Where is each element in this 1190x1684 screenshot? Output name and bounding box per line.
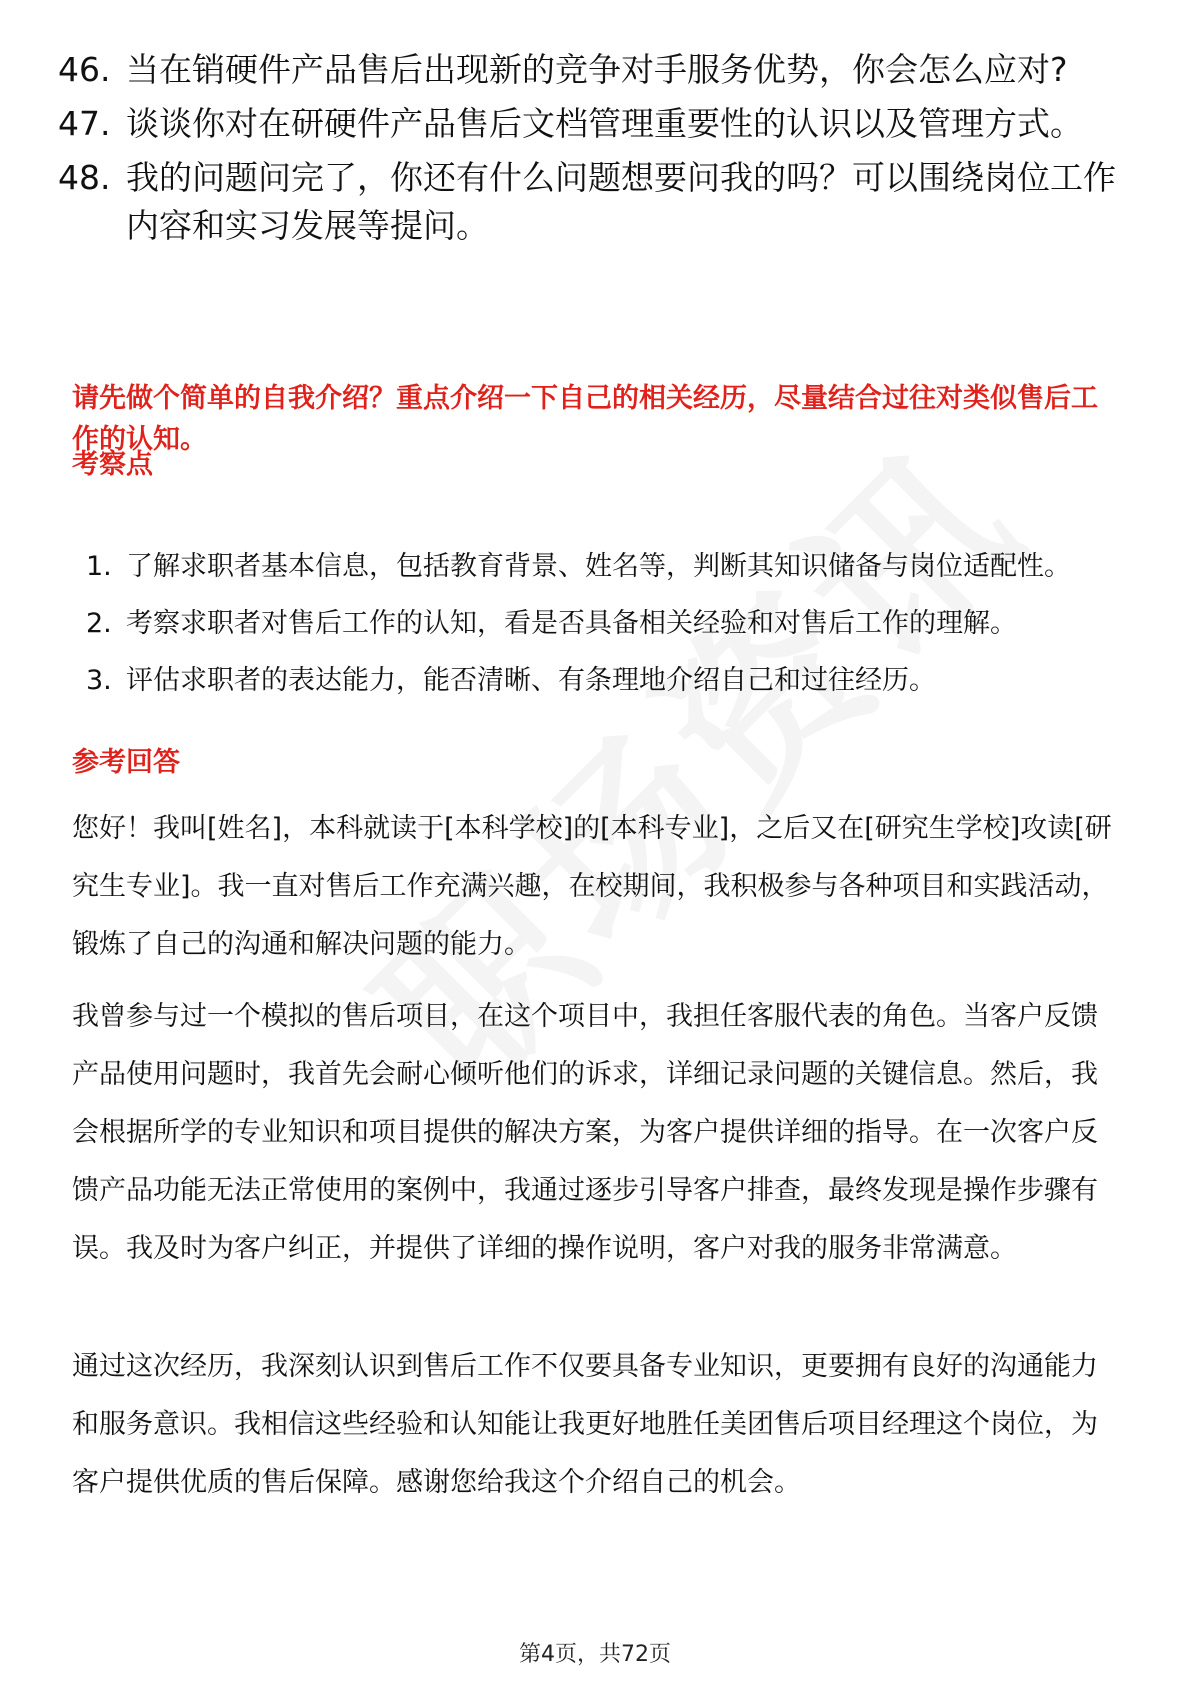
kaocha-label: 考察点 [72, 449, 153, 480]
list-item-text: 考察求职者对售后工作的认知，看是否具备相关经验和对售后工作的理解。 [126, 608, 1017, 639]
list-item-text: 了解求职者基本信息，包括教育背景、姓名等，判断其知识储备与岗位适配性。 [126, 551, 1071, 582]
list-item [86, 652, 1116, 709]
list-item [86, 538, 1116, 595]
page-number-footer: 第4页，共72页 [519, 1642, 671, 1667]
question-list [58, 46, 1118, 256]
list-item-number: 3. [86, 665, 112, 696]
question-item [58, 46, 1118, 94]
question-item [58, 154, 1118, 250]
list-item [86, 595, 1116, 652]
list-item-text: 评估求职者的表达能力，能否清晰、有条理地介绍自己和过往经历。 [126, 665, 936, 696]
question-number: 48. [58, 158, 111, 197]
question-number: 47. [58, 104, 111, 143]
answer-paragraph: 您好！我叫[姓名]，本科就读于[本科学校]的[本科专业]，之后又在[研究生学校]攻读[研究生专业]。我一直对售后工作充满兴趣，在校期间，我积极参与各种项目和实践活动，锻炼了自己的沟通和解决问题的能力。 [72, 813, 1112, 960]
answer-label: 参考回答 [72, 747, 180, 778]
question-text: 谈谈你对在研硬件产品售后文档管理重要性的认识以及管理方式。 [126, 104, 1083, 143]
question-text: 我的问题问完了，你还有什么问题想要问我的吗？可以围绕岗位工作内容和实习发展等提问。 [126, 158, 1116, 245]
kaocha-points-list [86, 538, 1116, 709]
question-number: 46. [58, 50, 111, 89]
section-question-heading: 请先做个简单的自我介绍？重点介绍一下自己的相关经历，尽量结合过往对类似售后工作的认知。 [72, 383, 1098, 455]
list-item-number: 1. [86, 551, 112, 582]
answer-paragraph: 通过这次经历，我深刻认识到售后工作不仅要具备专业知识，更要拥有良好的沟通能力和服务意识。我相信这些经验和认知能让我更好地胜任美团售后项目经理这个岗位，为客户提供优质的售后保障。感谢您给我这个介绍自己的机会。 [72, 1351, 1098, 1498]
question-text: 当在销硬件产品售后出现新的竞争对手服务优势，你会怎么应对? [126, 50, 1068, 89]
list-item-number: 2. [86, 608, 112, 639]
answer-paragraph: 我曾参与过一个模拟的售后项目，在这个项目中，我担任客服代表的角色。当客户反馈产品使用问题时，我首先会耐心倾听他们的诉求，详细记录问题的关键信息。然后，我会根据所学的专业知识和项目提供的解决方案，为客户提供详细的指导。在一次客户反馈产品功能无法正常使用的案例中，我通过逐步引导客户排查，最终发现是操作步骤有误。我及时为客户纠正，并提供了详细的操作说明，客户对我的服务非常满意。 [72, 1001, 1098, 1264]
question-item [58, 100, 1118, 148]
